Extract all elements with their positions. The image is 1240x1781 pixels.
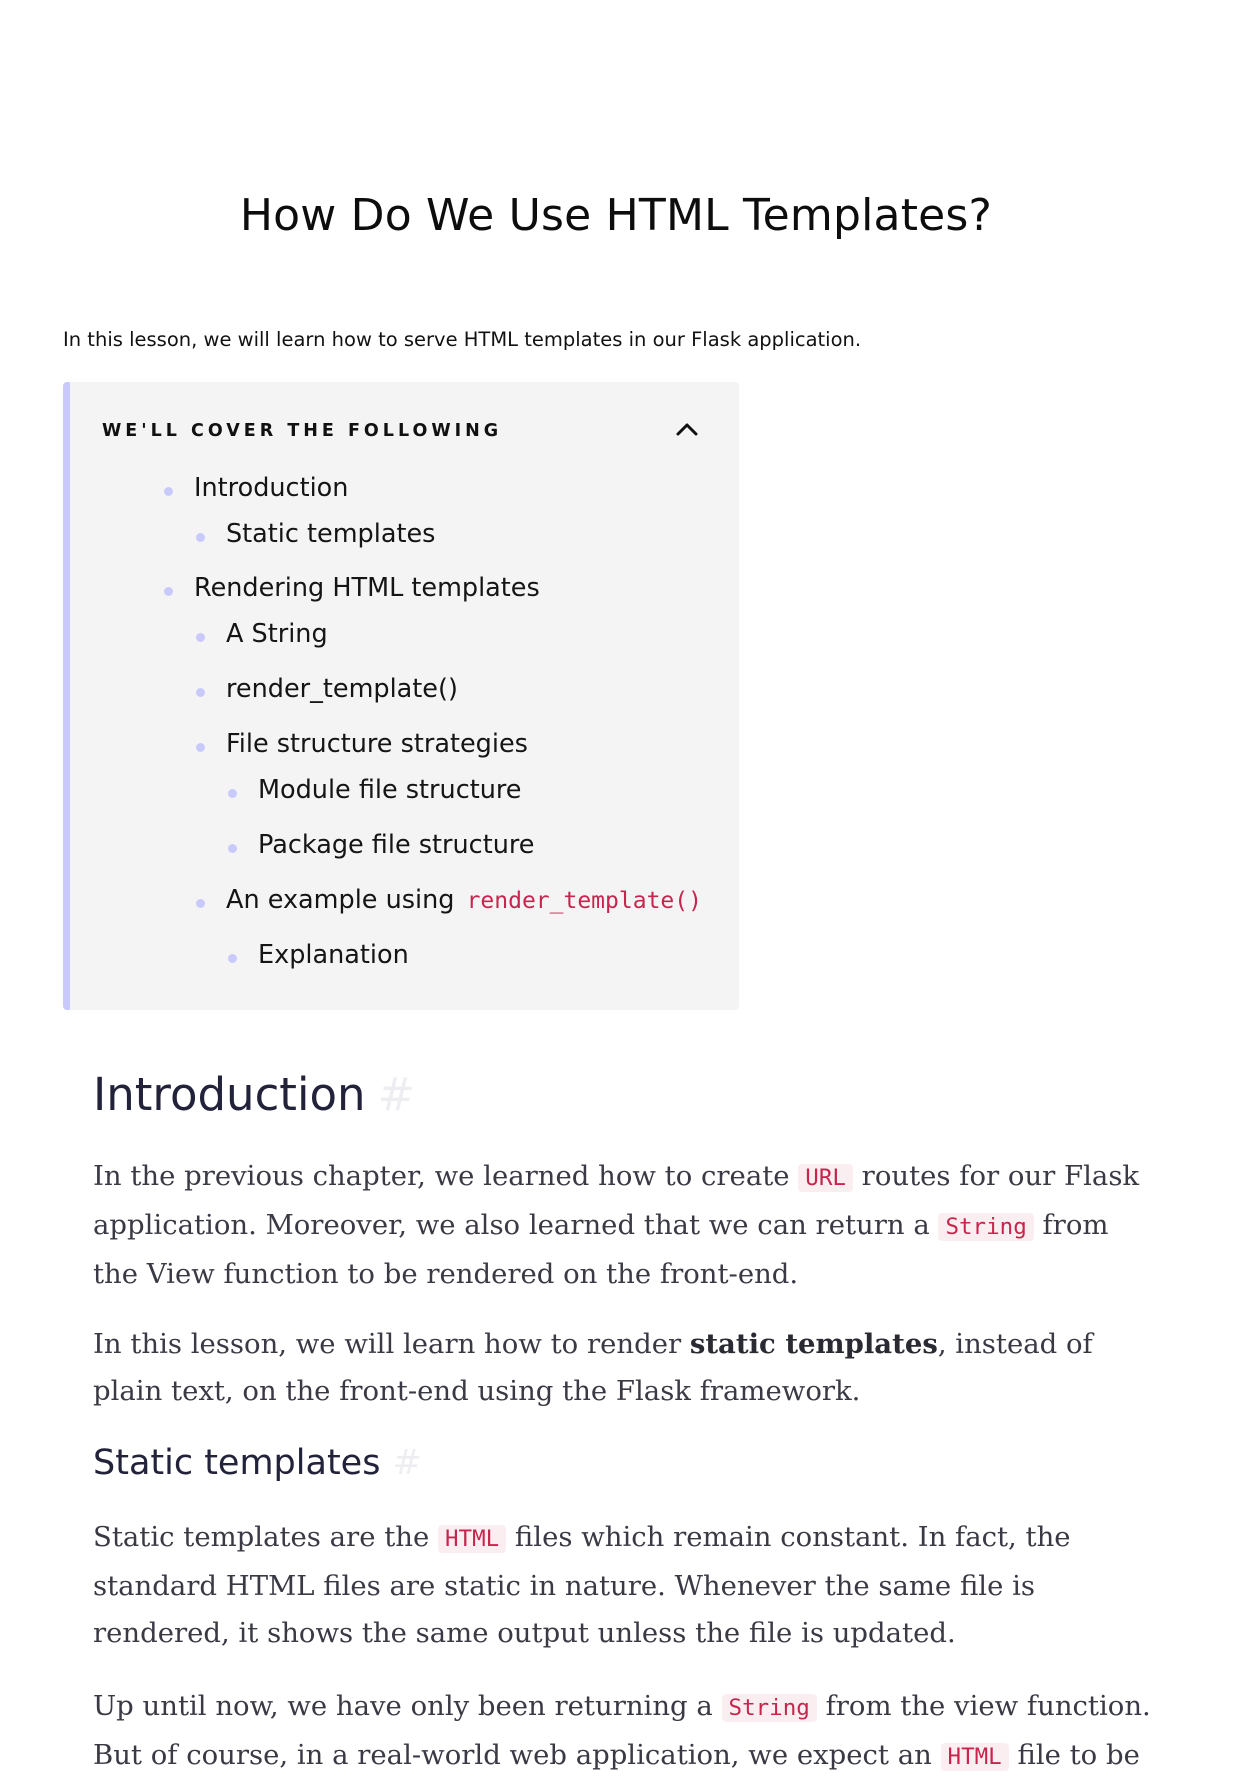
text-run: In the previous chapter, we learned how to create	[93, 1160, 799, 1192]
page-title: How Do We Use HTML Templates?	[239, 190, 993, 241]
paragraph	[93, 1321, 1153, 1415]
toc-collapse-button[interactable]	[670, 412, 704, 446]
text-run: from the view function. But of course, in a real-world web application, we expect an	[93, 1690, 1151, 1771]
heading-text: Static templates	[93, 1443, 381, 1483]
lesson-intro: In this lesson, we will learn how to serve HTML templates in our Flask application.	[63, 328, 862, 351]
section-heading-static-templates	[93, 1443, 422, 1483]
heading-text: Introduction	[93, 1068, 366, 1121]
toc-header: WE'LL COVER THE FOLLOWING	[102, 421, 503, 441]
heading-anchor-link[interactable]: #	[377, 1068, 416, 1121]
inline-code: URL	[798, 1164, 853, 1192]
inline-code: HTML	[438, 1525, 506, 1553]
text-run: In this lesson, we will learn how to render	[93, 1328, 690, 1360]
paragraph	[93, 1153, 1153, 1298]
paragraph	[93, 1514, 1153, 1657]
text-run: Up until now, we have only been returning a	[93, 1690, 722, 1722]
toc-item-an-example[interactable]	[226, 885, 706, 915]
toc-item-file-structure-strategies[interactable]: File structure strategies	[226, 729, 528, 759]
toc-item-introduction[interactable]: Introduction	[194, 473, 349, 503]
text-run: from the View function to be rendered on the front-end.	[93, 1209, 1109, 1290]
section-heading-introduction	[93, 1068, 415, 1121]
paragraph	[93, 1683, 1153, 1781]
toc-item-a-string[interactable]: A String	[226, 619, 328, 649]
heading-anchor-link[interactable]: #	[392, 1443, 422, 1483]
table-of-contents	[63, 382, 739, 1010]
toc-item-explanation[interactable]: Explanation	[258, 940, 409, 970]
toc-item-package-file-structure[interactable]: Package file structure	[258, 830, 535, 860]
toc-item-code: render_template()	[466, 888, 702, 914]
text-run: file to be	[1008, 1739, 1140, 1771]
inline-code: String	[938, 1213, 1033, 1241]
toc-item-rendering-html-templates[interactable]: Rendering HTML templates	[194, 573, 540, 603]
text-run: , instead of plain text, on the front-end using the Flask framework.	[93, 1328, 1093, 1407]
toc-item-static-templates[interactable]: Static templates	[226, 519, 436, 549]
toc-item-render-template[interactable]: render_template()	[226, 674, 458, 704]
toc-item-module-file-structure[interactable]: Module file structure	[258, 775, 522, 805]
inline-code: HTML	[941, 1743, 1009, 1771]
text-run: routes for our Flask application. Moreover, we also learned that we can return a	[93, 1160, 1140, 1241]
toc-item-label: An example using	[226, 885, 463, 915]
inline-code: String	[722, 1694, 817, 1722]
text-run: files which remain constant. In fact, the standard HTML files are static in nature. Whenever the same file is rendered, it shows the same output unless the file is updated.	[93, 1521, 1071, 1649]
chevron-up-icon	[670, 412, 704, 446]
bold-text: static templates	[689, 1328, 938, 1360]
text-run: Static templates are the	[93, 1521, 438, 1553]
